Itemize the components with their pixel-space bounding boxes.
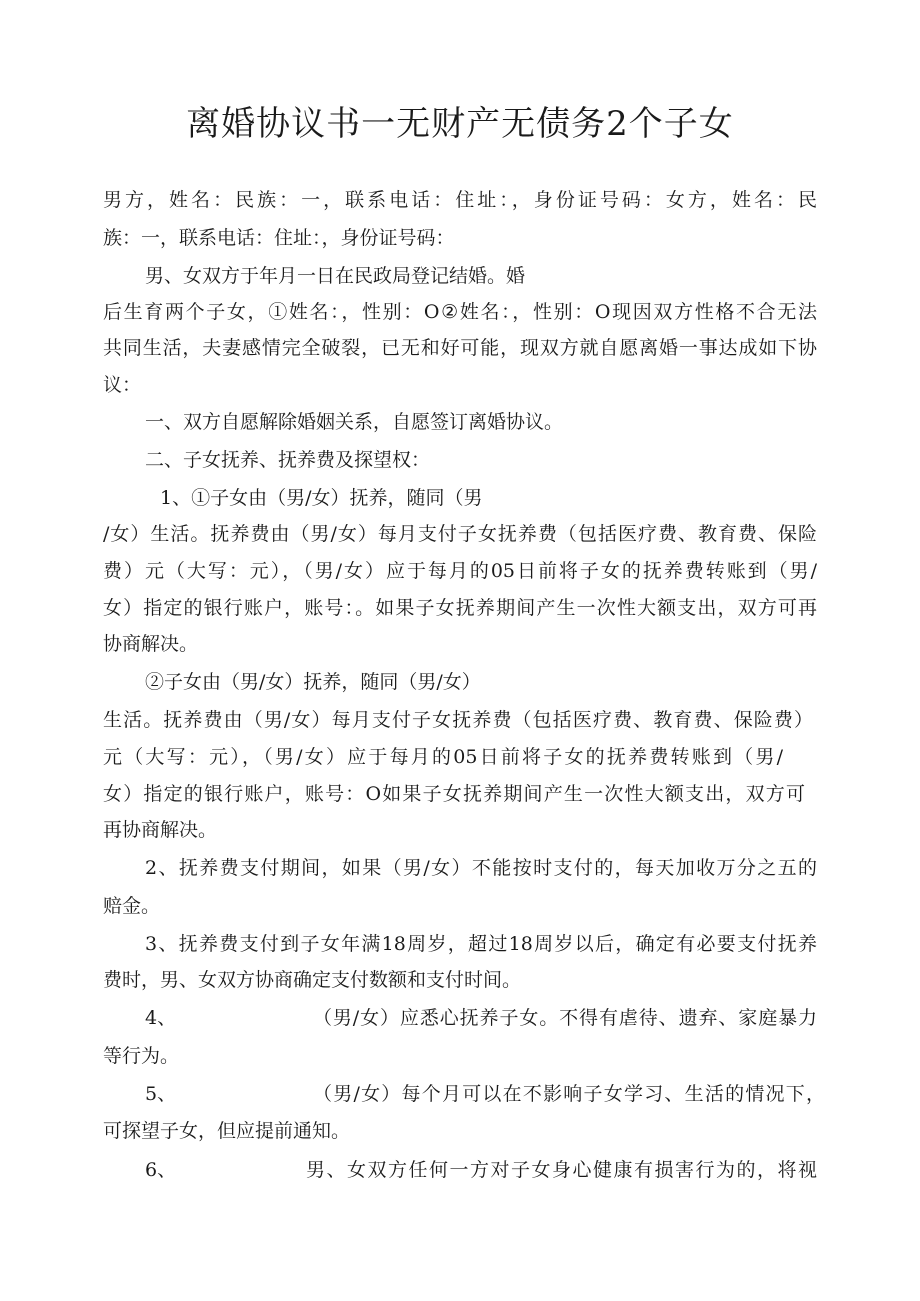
text-line: （男/女）每个月可以在不影响子女学习、生活的情况下，	[313, 1083, 825, 1105]
text-line: 男、女双方任何一方对子女身心健康有损害行为的，将视	[306, 1159, 817, 1181]
text-line: 费）元（大写：元），（男/女）应于每月的05日前将子女的抚养费转账到（男/	[103, 560, 817, 582]
text-line: 1、①子女由（男/女）抚养，随同（男	[160, 487, 483, 509]
text-line: 等行为。	[103, 1045, 180, 1067]
text-line: 一、双方自愿解除婚姻关系，自愿签订离婚协议。	[145, 411, 564, 433]
text-line: ②子女由（男/女）抚养，随同（男/女）	[145, 671, 481, 693]
text-line: 5、	[145, 1083, 177, 1105]
text-line: 4、	[145, 1007, 177, 1029]
text-line: 元（大写：元），（男/女）应于每月的05日前将子女的抚养费转账到（男/	[103, 746, 783, 768]
text-line: 男方，姓名：民族：一，联系电话：住址：，身份证号码：女方，姓名：民	[103, 189, 817, 211]
text-line: 女）指定的银行账户，账号：O如果子女抚养期间产生一次性大额支出，双方可	[103, 783, 805, 805]
text-line: 2、抚养费支付期间，如果（男/女）不能按时支付的，每天加收万分之五的	[145, 857, 817, 879]
text-line: 议：	[103, 374, 142, 396]
text-line: 再协商解决。	[103, 819, 218, 841]
text-line: 共同生活，夫妻感情完全破裂，已无和好可能，现双方就自愿离婚一事达成如下协	[103, 337, 817, 359]
text-line: 男、女双方于年月一日在民政局登记结婚。婚	[145, 265, 526, 287]
document-title: 离婚协议书一无财产无债务2个子女	[186, 104, 734, 144]
text-line: 生活。抚养费由（男/女）每月支付子女抚养费（包括医疗费、教育费、保险费）	[103, 709, 813, 731]
text-line: 后生育两个子女，①姓名：，性别：O②姓名：，性别：O现因双方性格不合无法	[103, 301, 817, 323]
text-line: 二、子女抚养、抚养费及探望权：	[145, 449, 431, 471]
text-line: 协商解决。	[103, 633, 199, 655]
text-line: 赔金。	[103, 895, 161, 917]
text-line: （男/女）应悉心抚养子女。不得有虐待、遗弃、家庭暴力	[313, 1007, 817, 1029]
text-line: 女）指定的银行账户，账号：。如果子女抚养期间产生一次性大额支出，双方可再	[103, 597, 817, 619]
text-line: 费时，男、女双方协商确定支付数额和支付时间。	[103, 969, 522, 991]
text-line: 6、	[145, 1159, 177, 1181]
text-line: 族：一，联系电话：住址：，身份证号码：	[103, 227, 455, 249]
text-line: 可探望子女，但应提前通知。	[103, 1120, 351, 1142]
text-line: 3、抚养费支付到子女年满18周岁，超过18周岁以后，确定有必要支付抚养	[145, 933, 817, 955]
text-line: /女）生活。抚养费由（男/女）每月支付子女抚养费（包括医疗费、教育费、保险	[103, 523, 817, 545]
